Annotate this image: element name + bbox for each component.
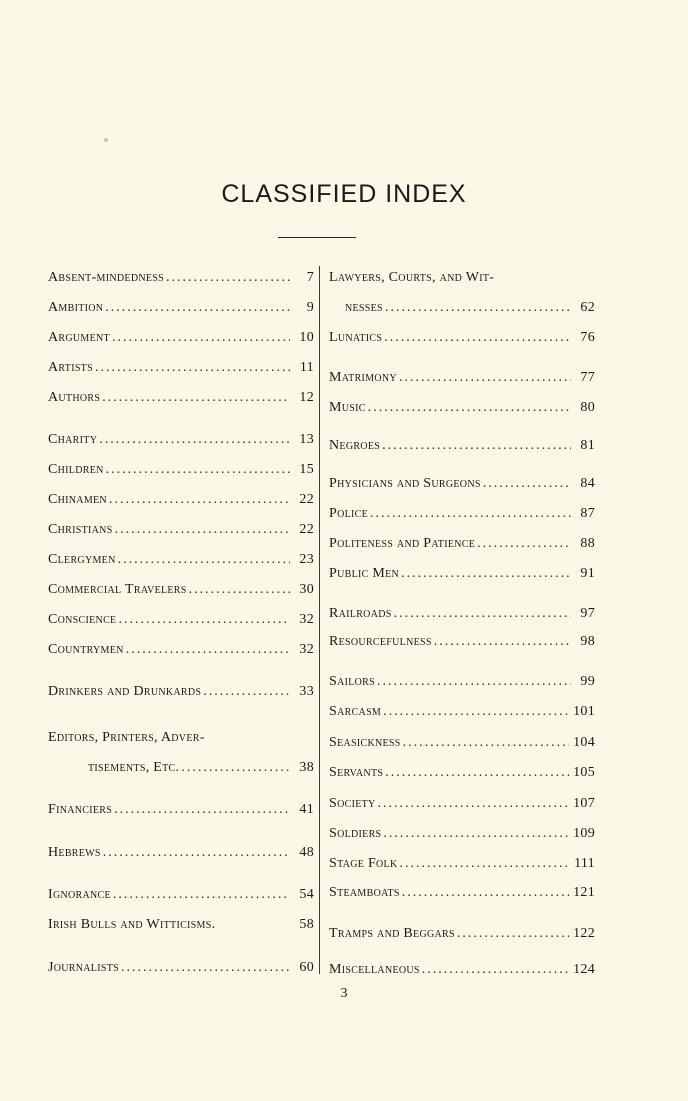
entry-page: 48 xyxy=(299,845,314,860)
index-entry xyxy=(48,887,314,903)
entry-name: Hebrews xyxy=(48,845,101,860)
entry-name: Seasickness xyxy=(329,735,401,750)
entry-page: 88 xyxy=(580,536,595,551)
page-number: 3 xyxy=(340,986,348,1001)
index-entry xyxy=(329,566,595,582)
entry-page: 10 xyxy=(299,330,314,345)
entry-name: Sailors xyxy=(329,674,375,689)
page-title: CLASSIFIED INDEX xyxy=(221,180,467,208)
entry-name: Matrimony xyxy=(329,370,397,385)
entry-page: 33 xyxy=(299,684,314,699)
index-entry xyxy=(48,522,314,538)
entry-page: 81 xyxy=(580,438,595,453)
entry-name: Music xyxy=(329,400,366,415)
index-entry xyxy=(329,300,595,316)
index-entry xyxy=(48,760,314,776)
index-entry xyxy=(329,634,595,650)
entry-name: Police xyxy=(329,506,369,521)
entry-name: Steamboats xyxy=(329,885,400,900)
index-entry xyxy=(329,370,595,386)
entry-page: 105 xyxy=(573,765,595,780)
index-entry xyxy=(329,765,595,781)
entry-name: Drinkers and Drunkards xyxy=(48,684,202,699)
index-entry xyxy=(48,582,314,598)
index-entry xyxy=(329,476,595,492)
entry-name: Absent-mindedness xyxy=(48,270,164,285)
entry-name: Ambition xyxy=(48,300,104,315)
index-entry xyxy=(48,730,314,746)
entry-name: Soldiers xyxy=(329,826,382,841)
index-entry xyxy=(329,536,595,552)
entry-name: Lawyers, Courts, and Wit- xyxy=(329,270,495,285)
entry-name: Financiers xyxy=(48,802,113,817)
entry-name: Politeness and Patience xyxy=(329,536,476,551)
index-entry xyxy=(48,960,314,976)
index-entry xyxy=(329,330,595,346)
entry-page: 121 xyxy=(573,885,595,900)
index-entry xyxy=(329,438,595,454)
entry-page: 109 xyxy=(573,826,595,841)
entry-page: 124 xyxy=(573,962,595,977)
entry-name: Servants xyxy=(329,765,384,780)
entry-page: 23 xyxy=(299,552,314,567)
entry-page: 22 xyxy=(299,522,314,537)
entry-page: 97 xyxy=(580,606,595,621)
index-entry xyxy=(48,462,314,478)
index-entry xyxy=(329,606,595,622)
index-entry xyxy=(329,674,595,690)
entry-name: nesses xyxy=(345,300,383,315)
entry-name: Journalists xyxy=(48,960,119,975)
entry-name: Society xyxy=(329,796,376,811)
entry-page: 77 xyxy=(580,370,595,385)
index-entry xyxy=(329,826,595,842)
entry-page: 12 xyxy=(299,390,314,405)
entry-page: 22 xyxy=(299,492,314,507)
column-divider xyxy=(319,266,320,974)
entry-page: 54 xyxy=(299,887,314,902)
index-entry xyxy=(48,802,314,818)
entry-name: Commercial Travelers xyxy=(48,582,187,597)
entry-page: 11 xyxy=(299,360,314,375)
entry-name: Railroads xyxy=(329,606,392,621)
index-entry xyxy=(329,885,595,901)
index-entry xyxy=(329,962,595,978)
entry-page: 122 xyxy=(573,926,595,941)
index-entry xyxy=(48,270,314,286)
index-entry xyxy=(48,492,314,508)
index-entry xyxy=(329,270,595,286)
entry-name: tisements, Etc. xyxy=(88,760,180,775)
index-entry xyxy=(329,735,595,751)
entry-page: 62 xyxy=(580,300,595,315)
entry-name: Negroes xyxy=(329,438,381,453)
entry-name: Children xyxy=(48,462,104,477)
index-entry xyxy=(48,300,314,316)
entry-page: 9 xyxy=(306,300,314,315)
title-rule xyxy=(278,237,356,238)
index-entry xyxy=(48,552,314,568)
entry-name: Irish Bulls and Witticisms. xyxy=(48,917,216,932)
entry-page: 111 xyxy=(574,856,595,871)
index-entry xyxy=(329,506,595,522)
entry-name: Clergymen xyxy=(48,552,116,567)
entry-page: 80 xyxy=(580,400,595,415)
entry-page: 7 xyxy=(306,270,314,285)
index-entry xyxy=(329,856,595,872)
entry-page: 60 xyxy=(299,960,314,975)
entry-page: 98 xyxy=(580,634,595,649)
entry-page: 13 xyxy=(299,432,314,447)
index-entry xyxy=(329,796,595,812)
entry-page: 30 xyxy=(299,582,314,597)
entry-page: 91 xyxy=(580,566,595,581)
entry-name: Stage Folk xyxy=(329,856,398,871)
entry-page: 99 xyxy=(580,674,595,689)
entry-name: Chinamen xyxy=(48,492,107,507)
index-entry xyxy=(48,432,314,448)
index-entry xyxy=(48,360,314,376)
entry-page: 104 xyxy=(573,735,595,750)
entry-page: 58 xyxy=(299,917,314,932)
entry-name: Public Men xyxy=(329,566,400,581)
paper-spot xyxy=(104,138,108,142)
index-entry xyxy=(329,926,595,942)
entry-name: Editors, Printers, Adver- xyxy=(48,730,205,745)
index-entry xyxy=(48,330,314,346)
entry-name: Christians xyxy=(48,522,113,537)
entry-name: Resourcefulness xyxy=(329,634,432,649)
index-entry xyxy=(48,390,314,406)
entry-page: 32 xyxy=(299,612,314,627)
entry-page: 101 xyxy=(573,704,595,719)
index-entry xyxy=(329,704,595,720)
entry-page: 76 xyxy=(580,330,595,345)
entry-name: Artists xyxy=(48,360,93,375)
entry-name: Ignorance xyxy=(48,887,111,902)
index-entry xyxy=(48,917,314,933)
entry-name: Physicians and Surgeons xyxy=(329,476,481,491)
entry-name: Charity xyxy=(48,432,98,447)
entry-name: Authors xyxy=(48,390,101,405)
entry-page: 15 xyxy=(299,462,314,477)
index-entry xyxy=(48,845,314,861)
entry-page: 87 xyxy=(580,506,595,521)
entry-name: Countrymen xyxy=(48,642,124,657)
entry-page: 107 xyxy=(573,796,595,811)
entry-name: Sarcasm xyxy=(329,704,382,719)
entry-name: Lunatics xyxy=(329,330,383,345)
entry-page: 84 xyxy=(580,476,595,491)
entry-name: Argument xyxy=(48,330,110,345)
entry-page: 32 xyxy=(299,642,314,657)
entry-name: Miscellaneous xyxy=(329,962,420,977)
entry-name: Tramps and Beggars xyxy=(329,926,455,941)
entry-page: 41 xyxy=(299,802,314,817)
index-entry xyxy=(329,400,595,416)
entry-name: Conscience xyxy=(48,612,117,627)
index-entry xyxy=(48,684,314,700)
index-entry xyxy=(48,612,314,628)
index-entry xyxy=(48,642,314,658)
entry-page: 38 xyxy=(299,760,314,775)
